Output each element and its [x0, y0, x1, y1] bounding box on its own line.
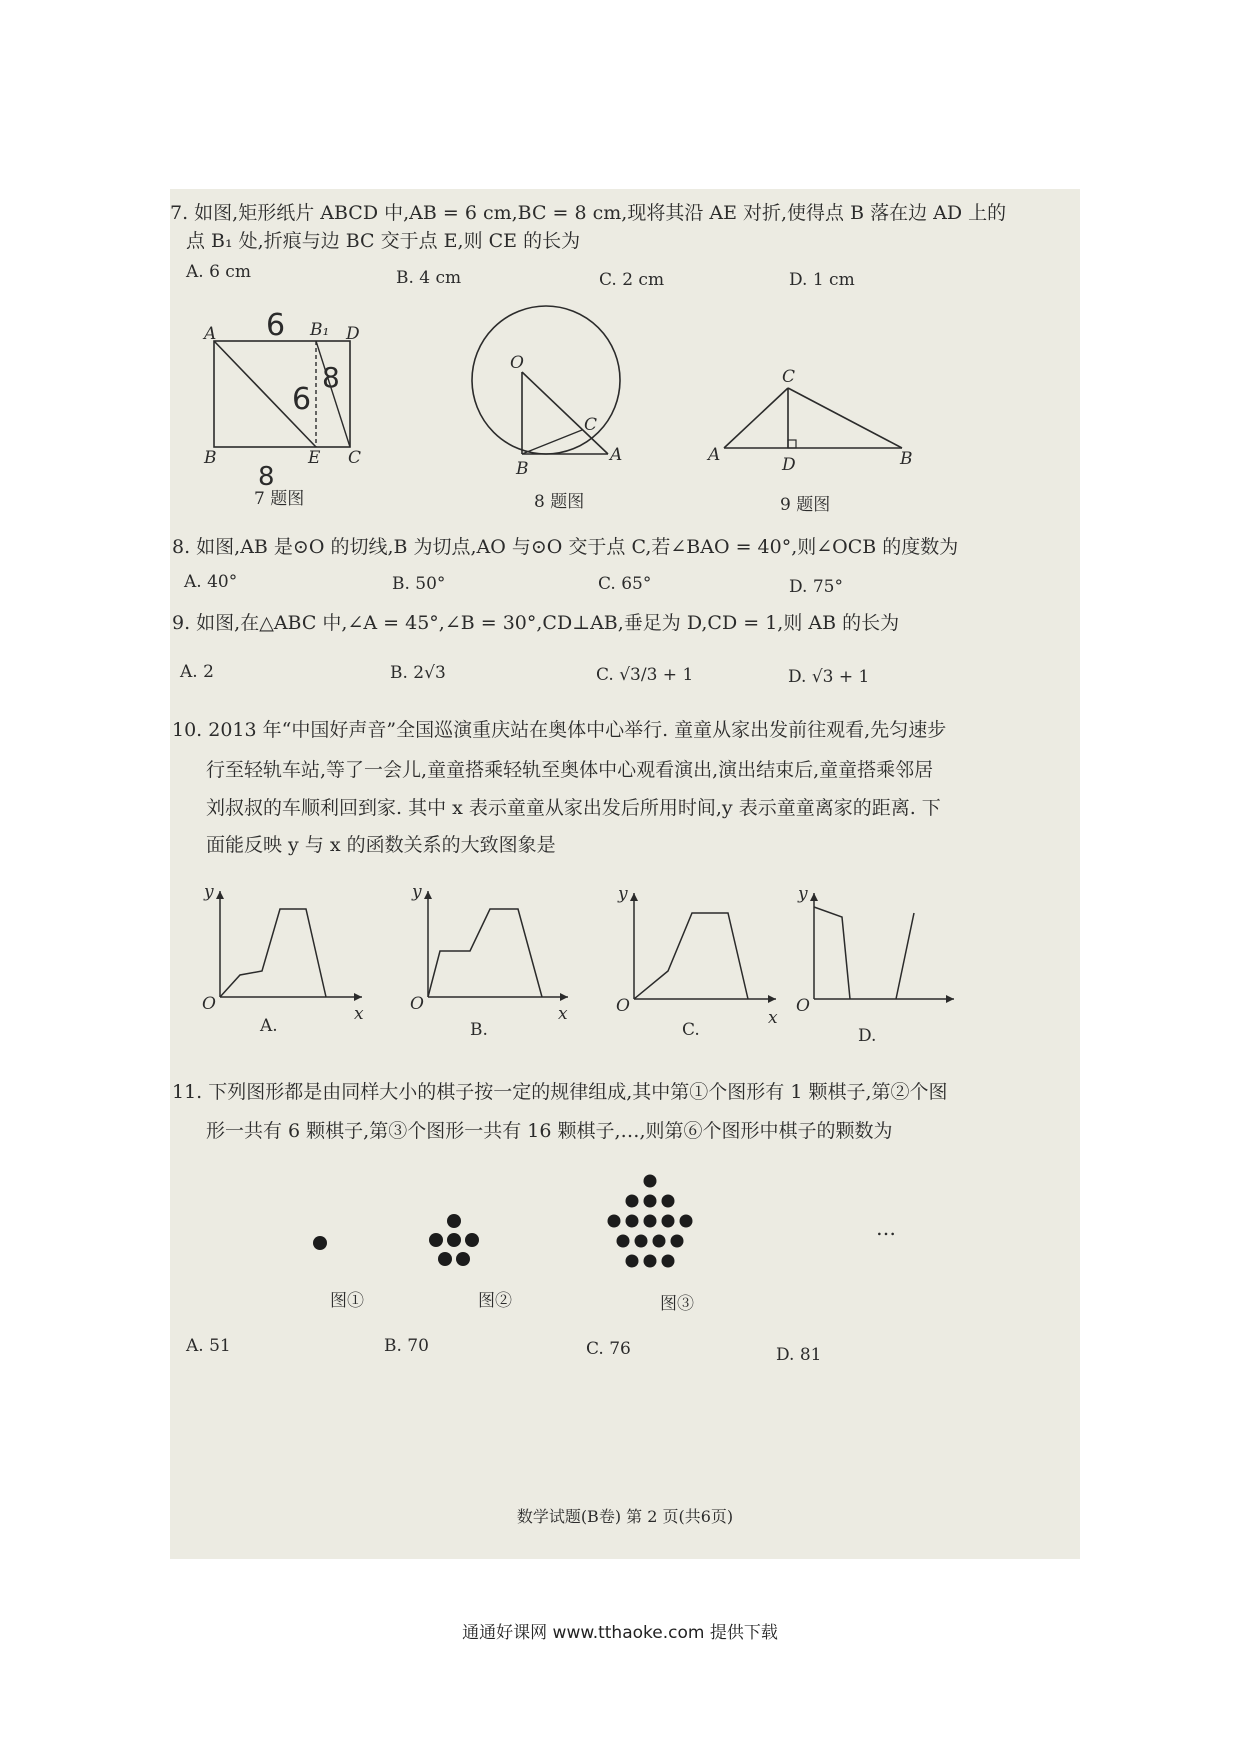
q10b-origin-label: O — [410, 994, 424, 1014]
q10c-x-label: x — [768, 1008, 778, 1028]
exam-page — [170, 189, 1080, 1559]
fig9-label-a: A — [708, 445, 721, 465]
fig8-label-b: B — [516, 459, 529, 479]
fig7-label-b: B — [204, 448, 217, 468]
fig8-label-a: A — [610, 445, 623, 465]
q10a-caption: A. — [260, 1016, 278, 1036]
q8-text: 8. 如图,AB 是⊙O 的切线,B 为切点,AO 与⊙O 交于点 C,若∠BAO = 40°,则∠OCB 的度数为 — [172, 536, 959, 558]
q10d-caption: D. — [858, 1026, 877, 1046]
site-watermark: 通通好课网 www.tthaoke.com 提供下载 — [462, 1623, 778, 1643]
fig8-caption: 8 题图 — [534, 492, 585, 512]
fig7-label-b1: B₁ — [310, 320, 330, 340]
fig9-label-c: C — [782, 367, 796, 387]
q9-option-c: C. √3/3 + 1 — [596, 665, 694, 685]
q11-option-d: D. 81 — [776, 1345, 822, 1365]
q10-line3: 刘叔叔的车顺利回到家. 其中 x 表示童童从家出发后所用时间,y 表示童童离家的距离. 下 — [206, 797, 941, 819]
figure-8-circle-tangent — [450, 304, 670, 504]
q10a-origin-label: O — [202, 994, 216, 1014]
q10b-caption: B. — [470, 1020, 488, 1039]
q7-option-b: B. 4 cm — [396, 268, 462, 288]
q10-graph-a — [190, 879, 370, 1039]
q11-option-a: A. 51 — [186, 1336, 231, 1356]
q11-caption-1: 图① — [330, 1291, 364, 1311]
fig9-caption: 9 题图 — [780, 495, 831, 515]
q10-graph-d — [784, 881, 964, 1051]
q8-option-a: A. 40° — [184, 572, 238, 592]
q7-line1: 7. 如图,矩形纸片 ABCD 中,AB = 6 cm,BC = 8 cm,现将其沿 AE 对折,使得点 B 落在边 AD 上的 — [170, 202, 1007, 224]
fig3-dots — [608, 1175, 693, 1268]
q8-option-c: C. 65° — [598, 574, 652, 594]
fig9-label-b: B — [900, 449, 913, 469]
fig2-dots — [429, 1214, 479, 1266]
q10a-y-label: y — [204, 882, 214, 902]
q11-option-b: B. 70 — [384, 1336, 429, 1356]
q10c-y-label: y — [618, 884, 628, 904]
q9-option-d: D. √3 + 1 — [788, 667, 870, 687]
q10-graph-b — [398, 879, 578, 1039]
fig7-label-a: A — [204, 324, 217, 344]
q10d-y-label: y — [798, 884, 808, 904]
fig7-handwritten-6-top: 6 — [266, 308, 286, 343]
q10-line1: 10. 2013 年“中国好声音”全国巡演重庆站在奥体中心举行. 童童从家出发前往观看,先匀速步 — [172, 719, 947, 741]
fig7-label-e: E — [308, 448, 321, 468]
q9-option-a: A. 2 — [180, 662, 214, 682]
q7-option-c: C. 2 cm — [599, 270, 665, 290]
q10-line2: 行至轻轨车站,等了一会儿,童童搭乘轻轨至奥体中心观看演出,演出结束后,童童搭乘邻居 — [206, 759, 934, 781]
q10a-x-label: x — [354, 1004, 364, 1024]
figure-7-rectangle — [170, 299, 400, 509]
q11-caption-2: 图② — [478, 1291, 512, 1311]
q11-option-c: C. 76 — [586, 1339, 631, 1359]
q7-option-a: A. 6 cm — [186, 262, 251, 282]
q10c-caption: C. — [682, 1020, 700, 1040]
page-footer: 数学试题(B卷) 第 2 页(共6页) — [516, 1507, 734, 1526]
q10b-y-label: y — [412, 882, 422, 902]
fig7-label-c: C — [348, 448, 362, 468]
fig7-label-d: D — [346, 324, 360, 344]
q11-chess-patterns — [280, 1169, 980, 1299]
q11-ellipsis: … — [876, 1216, 896, 1240]
q8-option-d: D. 75° — [789, 577, 843, 597]
q11-line2: 形一共有 6 颗棋子,第③个图形一共有 16 颗棋子,…,则第⑥个图形中棋子的颗数为 — [206, 1120, 893, 1142]
q7-line2: 点 B₁ 处,折痕与边 BC 交于点 E,则 CE 的长为 — [186, 230, 581, 252]
q9-text: 9. 如图,在△ABC 中,∠A = 45°,∠B = 30°,CD⊥AB,垂足为 D,CD = 1,则 AB 的长为 — [172, 612, 900, 634]
fig1-dot — [313, 1236, 327, 1250]
q8-option-b: B. 50° — [392, 574, 446, 594]
q11-caption-3: 图③ — [660, 1294, 694, 1314]
q7-option-d: D. 1 cm — [789, 270, 855, 290]
q10c-origin-label: O — [616, 996, 630, 1016]
fig8-label-c: C — [584, 415, 598, 435]
fig8-label-o: O — [510, 353, 524, 373]
q9-option-b: B. 2√3 — [390, 663, 446, 683]
q11-line1: 11. 下列图形都是由同样大小的棋子按一定的规律组成,其中第①个图形有 1 颗棋子,第②个图 — [172, 1081, 948, 1103]
fig7-caption: 7 题图 — [254, 489, 305, 509]
q10d-origin-label: O — [796, 996, 810, 1016]
figure-9-triangle — [700, 364, 920, 494]
fig7-handwritten-8-right: 8 — [322, 361, 340, 394]
fig9-label-d: D — [782, 455, 796, 475]
fig7-handwritten-8-bottom: 8 — [258, 462, 275, 492]
q10-line4: 面能反映 y 与 x 的函数关系的大致图象是 — [206, 834, 556, 856]
q10-graph-c — [604, 881, 784, 1041]
q10b-x-label: x — [558, 1004, 568, 1024]
fig7-handwritten-6-mid: 6 — [292, 382, 312, 417]
